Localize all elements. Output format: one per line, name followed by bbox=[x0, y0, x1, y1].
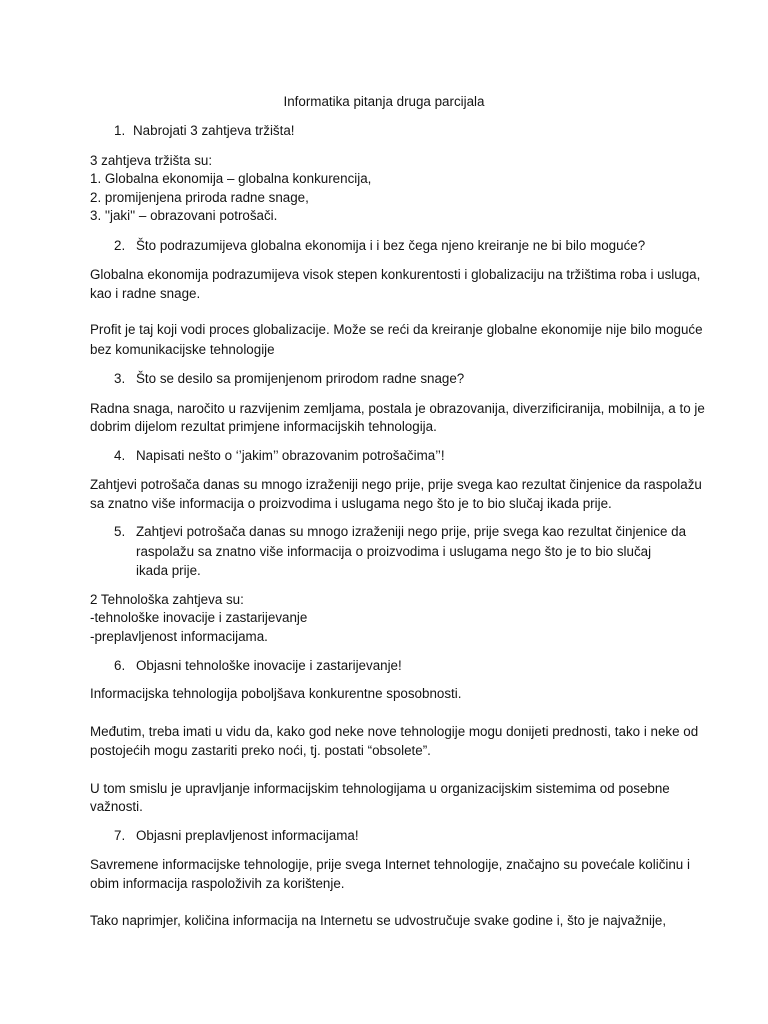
answer-1-intro: 3 zahtjeva tržišta su: bbox=[90, 153, 213, 168]
answer-6-line: Međutim, treba imati u vidu da, kako god neke nove tehnologije mogu donijeti prednosti, tako i neke od bbox=[90, 724, 699, 739]
question-4-text: Napisati nešto o ‘’jakim’’ obrazovanim potrošačima’’! bbox=[136, 448, 445, 463]
question-5-number: 5. bbox=[114, 524, 126, 539]
question-6-number: 6. bbox=[114, 658, 126, 673]
question-2-number: 2. bbox=[114, 238, 126, 253]
answer-7-line: Tako naprimjer, količina informacija na Internetu se udvostručuje svake godine i, što je najvažnije, bbox=[90, 913, 667, 928]
answer-6-line: Informacijska tehnologija poboljšava konkurentne sposobnosti. bbox=[90, 686, 462, 701]
answer-4-line: sa znatno više informacija o proizvodima i uslugama nego što je to bio slučaj ikada prije. bbox=[90, 496, 612, 511]
question-7-number: 7. bbox=[114, 828, 126, 843]
answer-1-item: 3. ''jaki'' – obrazovani potrošači. bbox=[90, 208, 278, 223]
answer-1-item: 1. Globalna ekonomija – globalna konkurencija, bbox=[90, 171, 372, 186]
answer-6-line: postojećih mogu zastariti preko noći, tj. postati “obsolete”. bbox=[90, 743, 431, 758]
question-5-text: ikada prije. bbox=[136, 563, 201, 578]
question-5-text: raspolažu sa znatno više informacija o proizvodima i uslugama nego što je to bio slučaj bbox=[136, 544, 652, 559]
question-7-text: Objasni preplavljenost informacijama! bbox=[136, 828, 359, 843]
answer-5-item: -preplavljenost informacijama. bbox=[90, 629, 268, 644]
answer-2-line: Profit je taj koji vodi proces globalizacije. Može se reći da kreiranje globalne ekonomije nije bilo moguće bbox=[90, 322, 703, 337]
question-2-text: Što podrazumijeva globalna ekonomija i i bez čega njeno kreiranje ne bi bilo moguće? bbox=[136, 238, 646, 253]
answer-1-item: 2. promijenjena priroda radne snage, bbox=[90, 190, 309, 205]
question-6-text: Objasni tehnološke inovacije i zastarijevanje! bbox=[136, 658, 402, 673]
question-3-text: Što se desilo sa promijenjenom prirodom radne snage? bbox=[136, 371, 465, 386]
answer-2-line: kao i radne snage. bbox=[90, 286, 201, 301]
answer-5-item: -tehnološke inovacije i zastarijevanje bbox=[90, 610, 308, 625]
question-3-number: 3. bbox=[114, 371, 126, 386]
answer-4-line: Zahtjevi potrošača danas su mnogo izraženiji nego prije, prije svega kao rezultat činjenice da raspolažu bbox=[90, 477, 702, 492]
question-1-number: 1. bbox=[114, 123, 126, 138]
answer-3-line: Radna snaga, naročito u razvijenim zemljama, postala je obrazovanija, diverzificiranija, mobilnija, a to je bbox=[90, 401, 705, 416]
answer-6-line: U tom smislu je upravljanje informacijskim tehnologijama u organizacijskim sistemima od posebne bbox=[90, 781, 670, 796]
answer-2-line: bez komunikacijske tehnologije bbox=[90, 342, 275, 357]
document-title: Informatika pitanja druga parcijala bbox=[283, 94, 485, 109]
question-1-text: Nabrojati 3 zahtjeva tržišta! bbox=[133, 123, 295, 138]
answer-6-line: važnosti. bbox=[90, 799, 143, 814]
answer-3-line: dobrim dijelom rezultat primjene informacijskih tehnologija. bbox=[90, 419, 437, 434]
answer-2-line: Globalna ekonomija podrazumijeva visok stepen konkurentosti i globalizaciju na tržištima roba i usluga, bbox=[90, 267, 701, 282]
question-4-number: 4. bbox=[114, 448, 126, 463]
answer-7-line: Savremene informacijske tehnologije, prije svega Internet tehnologije, značajno su povećale količinu i bbox=[90, 857, 690, 872]
answer-7-line: obim informacija raspoloživih za korištenje. bbox=[90, 876, 345, 891]
answer-5-intro: 2 Tehnološka zahtjeva su: bbox=[90, 592, 244, 607]
question-5-text: Zahtjevi potrošača danas su mnogo izraženiji nego prije, prije svega kao rezultat činjenice da bbox=[136, 524, 687, 539]
